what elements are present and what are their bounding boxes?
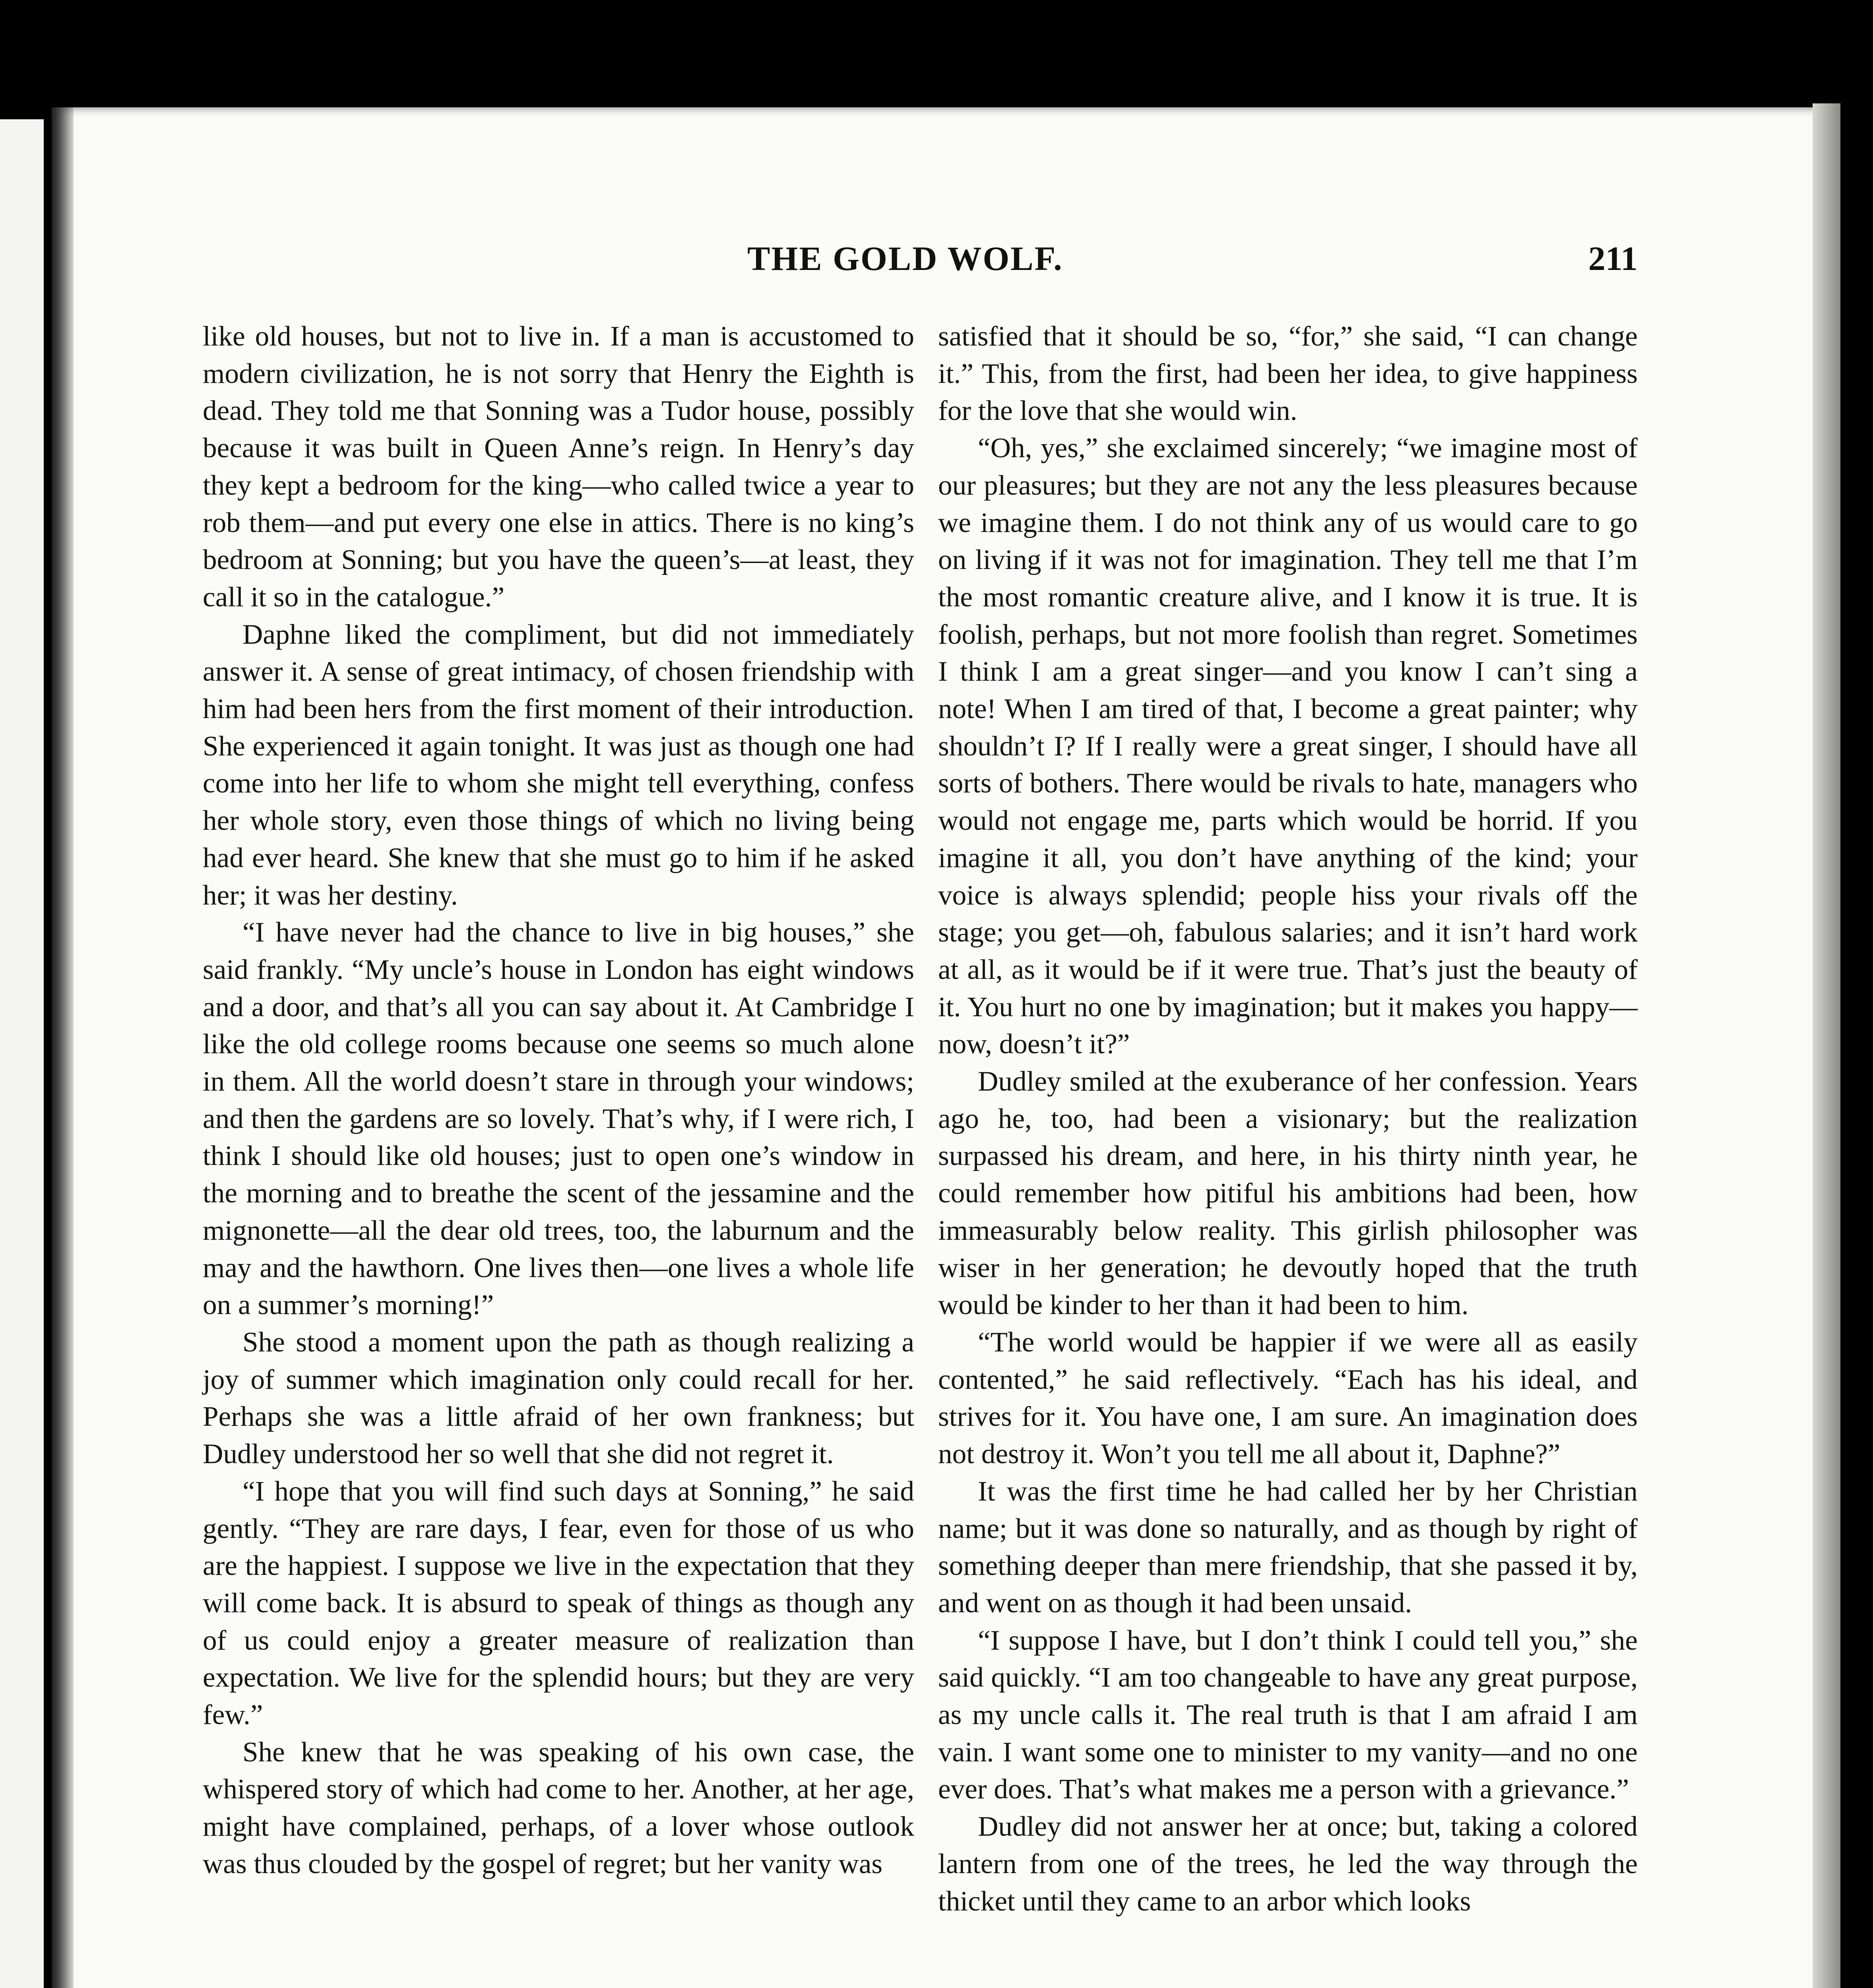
- paragraph: It was the first time he had called her by her Christian name; but it was done so naturally, and as though by right of something deeper than mere friendship, that she passed it by, and went on as though it had been unsaid.: [938, 1475, 1638, 1619]
- left-text-column: [203, 318, 914, 1883]
- paragraph: “I have never had the chance to live in big houses,” she said frankly. “My uncle’s house in London has eight windows and a door, and that’s all you can say about it. At Cambridge I like the old college rooms because one seems so much alone in them. All the world doesn’t stare in through your windows; and then the gardens are so lovely. That’s why, if I were rich, I think I should like old houses; just to open one’s window in the morning and to breathe the scent of the jessamine and the mignonette—all the dear old trees, too, the laburnum and the may and the hawthorn. One lives then—one lives a whole life on a summer’s morning!”: [203, 917, 914, 1321]
- right-text-column: [938, 318, 1638, 1920]
- page-number: 211: [1588, 239, 1638, 278]
- paragraph: “The world would be happier if we were all as easily contented,” he said reflectively. “Each has his ideal, and strives for it. You have one, I am sure. An imagination does not destroy it. Won’t you tell me all about it, Daphne?”: [938, 1326, 1638, 1470]
- page-right-edge: [1813, 103, 1840, 1988]
- paragraph: Dudley did not answer her at once; but, taking a colored lantern from one of the trees, he led the way through the thicket until they came to an arbor which looks: [938, 1811, 1638, 1917]
- paragraph: satisfied that it should be so, “for,” she said, “I can change it.” This, from the first, had been her idea, to give happiness for the love that she would win.: [938, 321, 1638, 427]
- gutter-shadow: [52, 107, 74, 1988]
- paragraph: “Oh, yes,” she exclaimed sincerely; “we imagine most of our pleasures; but they are not any the less pleasures because we imagine them. I do not think any of us would care to go on living if it was not for imagination. They tell me that I’m the most romantic creature alive, and I know it is true. It is foolish, perhaps, but not more foolish than regret. Sometimes I think I am a great singer—and you know I can’t sing a note! When I am tired of that, I become a great painter; why shouldn’t I? If I really were a great singer, I should have all sorts of bothers. There would be rivals to hate, managers who would not engage me, parts which would be horrid. If you imagine it all, you don’t have anything of the kind; your voice is always splendid; people hiss your rivals off the stage; you get—oh, fabulous salaries; and it isn’t hard work at all, as it would be if it were true. That’s just the beauty of it. You hurt no one by imagination; but it makes you happy—now, doesn’t it?”: [938, 433, 1638, 1060]
- running-header: [747, 239, 1638, 282]
- facing-page-edge: [0, 119, 44, 1988]
- paragraph: “I suppose I have, but I don’t think I could tell you,” she said quickly. “I am too changeable to have any great purpose, as my uncle calls it. The real truth is that I am afraid I am vain. I want some one to minister to my vanity—and no one ever does. That’s what makes me a person with a grievance.”: [938, 1625, 1638, 1805]
- paragraph: like old houses, but not to live in. If a man is accustomed to modern civilization, he is not sorry that Henry the Eighth is dead. They told me that Sonning was a Tudor house, possibly because it was built in Queen Anne’s reign. In Henry’s day they kept a bedroom for the king—who called twice a year to rob them—and put every one else in attics. There is no king’s bedroom at Sonning; but you have the queen’s—at least, they call it so in the catalogue.”: [203, 321, 914, 613]
- paragraph: Daphne liked the compliment, but did not immediately answer it. A sense of great intimacy, of chosen friendship with him had been hers from the first moment of their introduction. She experienced it again tonight. It was just as though one had come into her life to whom she might tell everything, confess her whole story, even those things of which no living being had ever heard. She knew that she must go to him if he asked her; it was her destiny.: [203, 619, 914, 911]
- paragraph: She knew that he was speaking of his own case, the whispered story of which had come to her. Another, at her age, might have complained, perhaps, of a lover whose outlook was thus clouded by the gospel of regret; but her vanity was: [203, 1736, 914, 1879]
- paragraph: “I hope that you will find such days at Sonning,” he said gently. “They are rare days, I fear, even for those of us who are the happiest. I suppose we live in the expectation that they will come back. It is absurd to speak of things as though any of us could enjoy a greater measure of realization than expectation. We live for the splendid hours; but they are very few.”: [203, 1475, 914, 1731]
- paragraph: She stood a moment upon the path as though realizing a joy of summer which imagination only could recall for her. Perhaps she was a little afraid of her own frankness; but Dudley understood her so well that she did not regret it.: [203, 1326, 914, 1470]
- running-title: THE GOLD WOLF.: [747, 239, 1063, 278]
- paragraph: Dudley smiled at the exuberance of her confession. Years ago he, too, had been a visionary; but the realization surpassed his dream, and here, in his thirty ninth year, he could remember how pitiful his ambitions had been, how immeasurably below reality. This girlish philosopher was wiser in her generation; he devoutly hoped that the truth would be kinder to her than it had been to him.: [938, 1066, 1638, 1321]
